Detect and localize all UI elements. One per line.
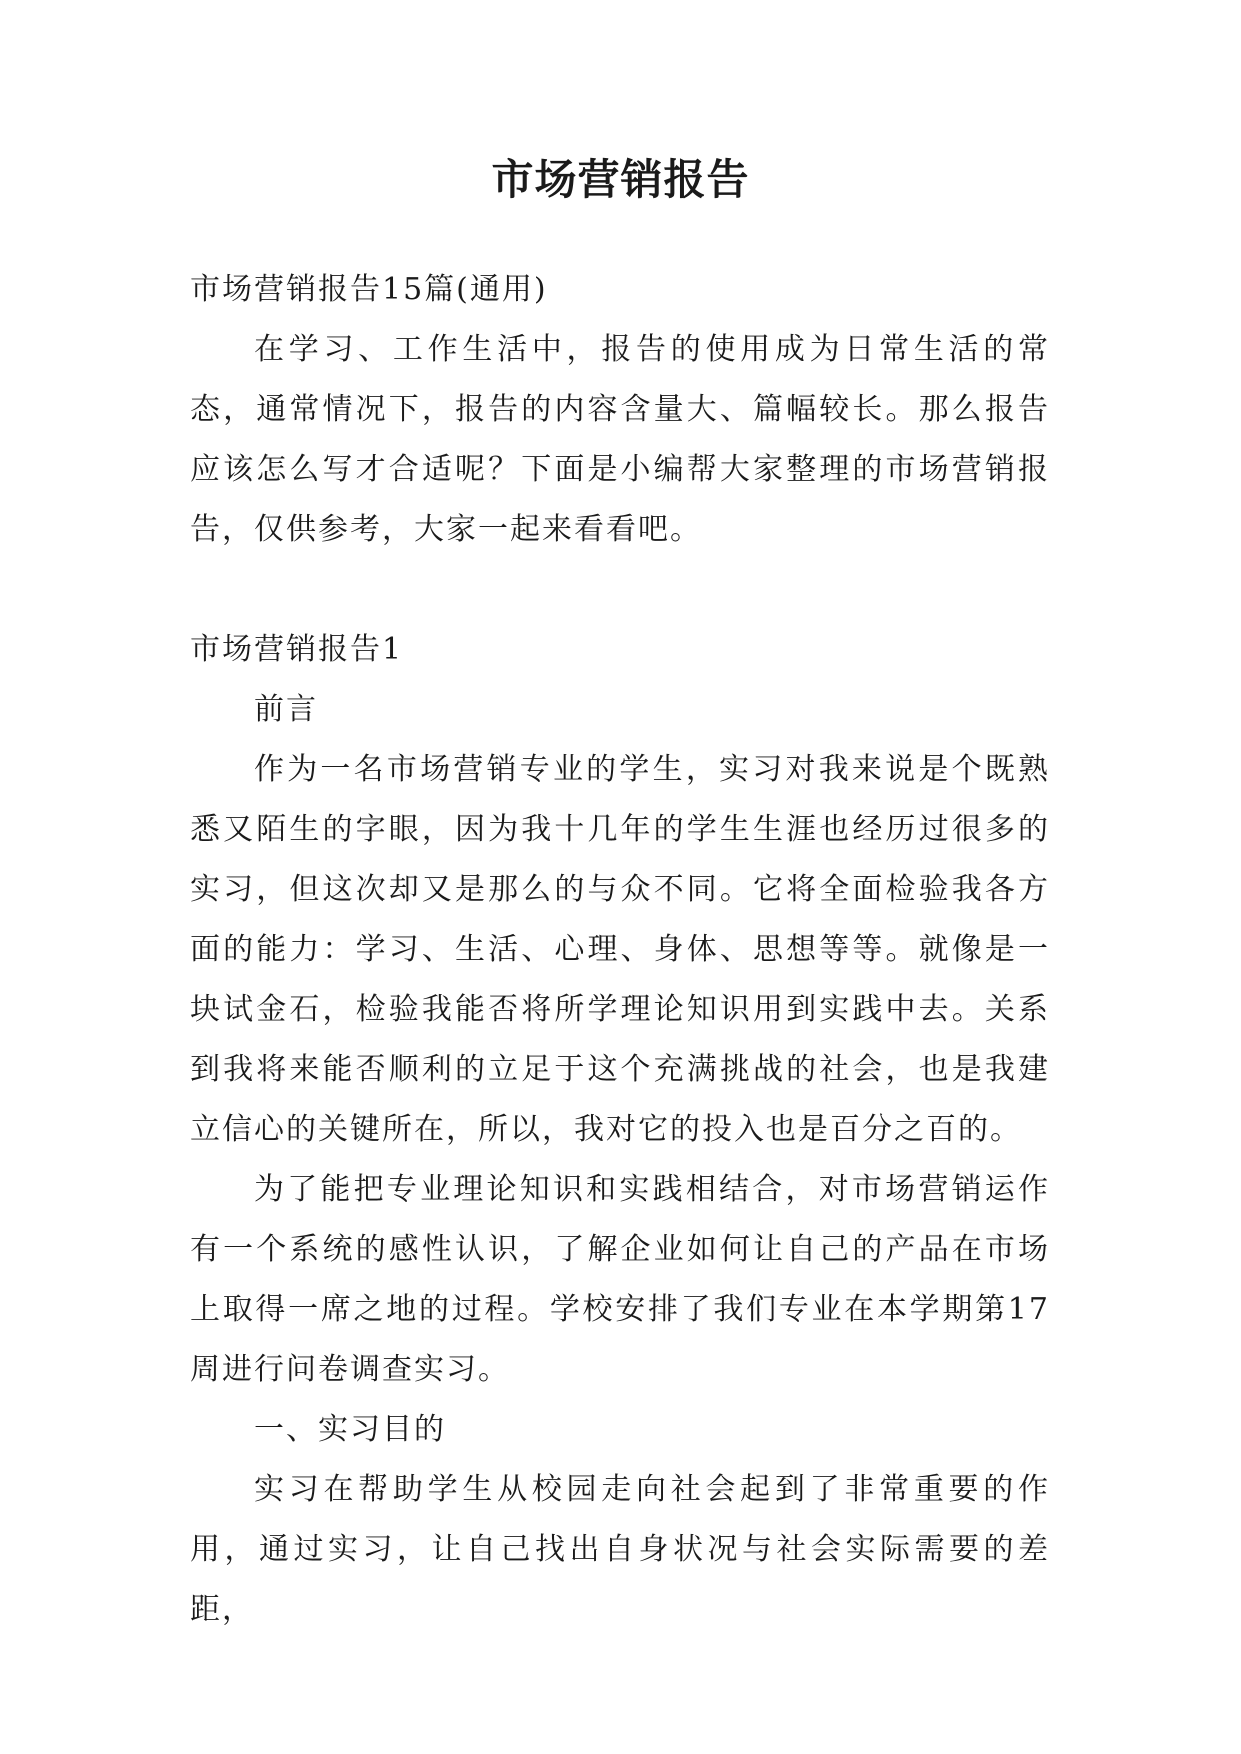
document-title: 市场营销报告	[491, 155, 750, 204]
body-paragraph-1: 作为一名市场营销专业的学生，实习对我来说是个既熟悉又陌生的字眼，因为我十几年的学生生涯也经历过很多的实习，但这次却又是那么的与众不同。它将全面检验我各方面的能力：学习、生活、心理、身体、思想等等。就像是一块试金石，检验我能否将所学理论知识用到实践中去。关系到我将来能否顺利的立足于这个充满挑战的社会，也是我建立信心的关键所在，所以，我对它的投入也是百分之百的。	[190, 752, 1050, 1147]
intro-paragraph: 在学习、工作生活中，报告的使用成为日常生活的常态，通常情况下，报告的内容含量大、篇幅较长。那么报告应该怎么写才合适呢？下面是小编帮大家整理的市场营销报告，仅供参考，大家一起来看看吧。	[190, 332, 1050, 547]
document-body	[190, 260, 1050, 1640]
body-paragraph-2: 为了能把专业理论知识和实践相结合，对市场营销运作有一个系统的感性认识，了解企业如何让自己的产品在市场上取得一席之地的过程。学校安排了我们专业在本学期第17周进行问卷调查实习。	[190, 1172, 1050, 1387]
section-heading-purpose: 一、实习目的	[254, 1412, 446, 1447]
document-subtitle: 市场营销报告15篇(通用)	[190, 272, 548, 307]
preface-label: 前言	[254, 692, 318, 727]
section-title: 市场营销报告1	[190, 632, 404, 667]
body-paragraph-3: 实习在帮助学生从校园走向社会起到了非常重要的作用，通过实习，让自己找出自身状况与社会实际需要的差距，	[190, 1472, 1050, 1627]
